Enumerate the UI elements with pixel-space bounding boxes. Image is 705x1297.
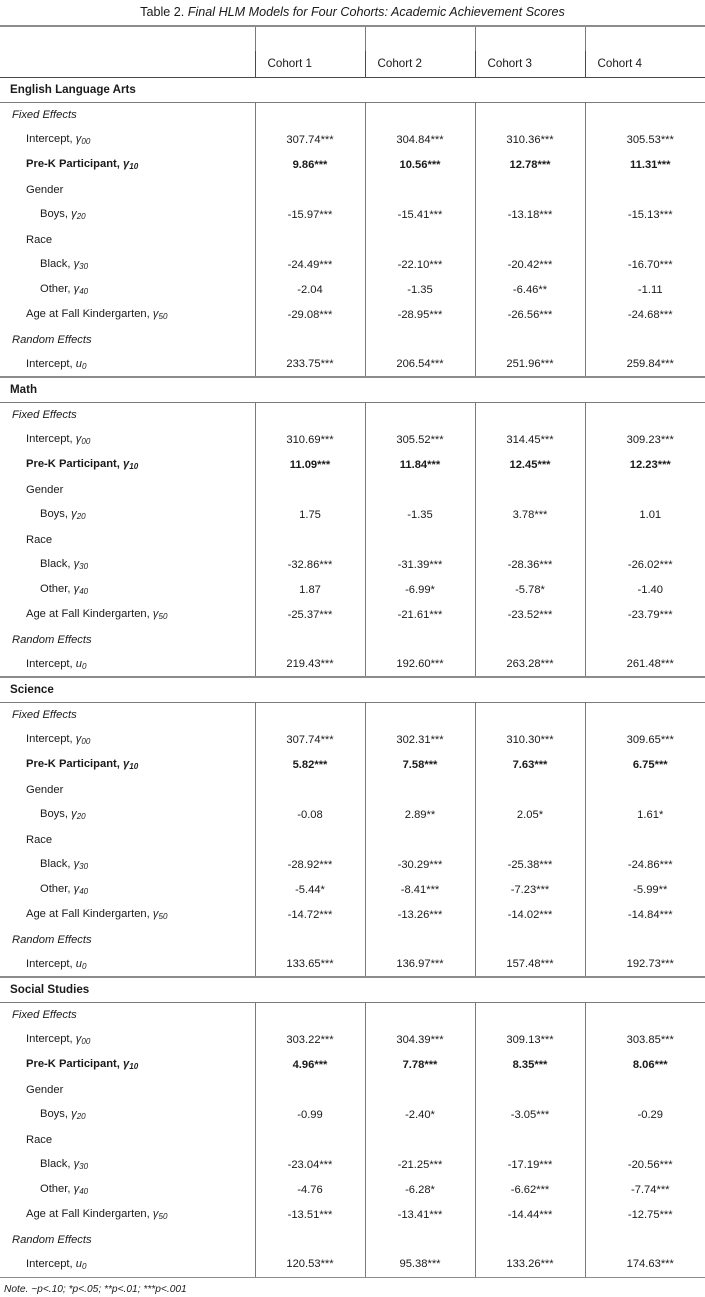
data-cell: -7.74*** [585,1177,705,1202]
data-cell [585,227,705,252]
data-cell: -13.26*** [365,902,475,927]
data-cell [365,627,475,652]
data-cell [475,477,585,502]
data-cell [585,702,705,727]
data-cell: -12.75*** [585,1202,705,1227]
data-cell [475,1127,585,1152]
column-header-row [0,51,705,77]
data-cell [585,1077,705,1102]
data-cell: -3.05*** [475,1102,585,1127]
table-row [0,452,705,477]
row-label: Intercept, $\gamma_{00}$ [26,1033,91,1046]
data-cell [585,527,705,552]
data-cell [585,102,705,127]
row-label: Pre-K Participant, $\gamma_{10}$ [26,758,139,771]
data-cell [475,627,585,652]
table-row [0,427,705,452]
data-cell: 309.13*** [475,1027,585,1052]
table-row [0,1202,705,1227]
row-label: Intercept, $\gamma_{00}$ [26,433,91,446]
data-cell: -30.29*** [365,852,475,877]
data-cell [475,1002,585,1027]
data-cell [255,1127,365,1152]
data-cell [475,102,585,127]
row-label: Fixed Effects [12,1008,77,1021]
data-cell [585,1227,705,1252]
row-label: Age at Fall Kindergarten, $\gamma_{50}$ [26,908,168,921]
data-cell: -28.36*** [475,552,585,577]
table-row [0,1002,705,1027]
note-label: Note. [4,1283,29,1295]
data-cell [585,827,705,852]
table-row [0,727,705,752]
row-label: Pre-K Participant, $\gamma_{10}$ [26,1058,139,1071]
data-cell: 1.01 [585,502,705,527]
table-row [0,1052,705,1077]
data-cell: 310.30*** [475,727,585,752]
data-cell: 4.96*** [255,1052,365,1077]
data-cell: -13.41*** [365,1202,475,1227]
data-cell: -5.99** [585,877,705,902]
data-cell: 309.65*** [585,727,705,752]
data-cell: 303.85*** [585,1027,705,1052]
data-cell [365,927,475,952]
data-cell: 133.65*** [255,952,365,977]
data-cell [475,927,585,952]
data-cell [255,1227,365,1252]
section-header-row [0,77,705,102]
page-title [0,0,705,25]
row-label: Intercept, $u_0$ [0,652,255,677]
data-cell: -24.68*** [585,302,705,327]
table-row [0,902,705,927]
data-cell: 174.63*** [585,1252,705,1277]
data-cell: -0.08 [255,802,365,827]
data-cell [365,477,475,502]
section-title: Math [0,377,255,402]
table-row [0,352,705,377]
data-cell: -1.35 [365,502,475,527]
data-cell: 302.31*** [365,727,475,752]
data-cell [475,327,585,352]
data-cell: -0.29 [585,1102,705,1127]
row-label: Pre-K Participant, $\gamma_{10}$ [26,158,139,171]
row-label: Race [26,833,53,846]
table-row [0,752,705,777]
data-cell: -14.44*** [475,1202,585,1227]
data-cell [365,227,475,252]
data-cell: -6.99* [365,577,475,602]
data-cell: 314.45*** [475,427,585,452]
data-cell [365,1127,475,1152]
table-row [0,202,705,227]
data-cell: 310.36*** [475,127,585,152]
row-label: Pre-K Participant, $\gamma_{10}$ [26,458,139,471]
table-row [0,1102,705,1127]
data-cell [475,227,585,252]
data-cell: -2.04 [255,277,365,302]
table-row [0,227,705,252]
data-cell: 7.58*** [365,752,475,777]
data-cell [255,402,365,427]
table-row [0,777,705,802]
data-cell: 192.73*** [585,952,705,977]
data-cell: 1.87 [255,577,365,602]
row-label: Fixed Effects [12,708,77,721]
data-cell: -6.28* [365,1177,475,1202]
row-label: Black, $\gamma_{30}$ [40,258,89,271]
data-cell [585,927,705,952]
data-cell [255,627,365,652]
table-row [0,1227,705,1252]
row-label: Black, $\gamma_{30}$ [40,858,89,871]
data-cell: -13.18*** [475,202,585,227]
data-cell: -1.35 [365,277,475,302]
column-header-cohort-1: Cohort 1 [255,51,365,77]
table-row [0,502,705,527]
table-row [0,877,705,902]
data-cell: 303.22*** [255,1027,365,1052]
row-label: Intercept, $u_0$ [0,952,255,977]
table-row [0,952,705,977]
data-cell [365,777,475,802]
row-label: Gender [26,483,64,496]
data-cell [365,177,475,202]
row-label: Age at Fall Kindergarten, $\gamma_{50}$ [26,308,168,321]
data-cell [255,477,365,502]
data-cell: 310.69*** [255,427,365,452]
data-cell: 9.86*** [255,152,365,177]
data-cell [365,1002,475,1027]
data-cell: -32.86*** [255,552,365,577]
data-cell: 120.53*** [255,1252,365,1277]
data-cell: -31.39*** [365,552,475,577]
data-cell [585,402,705,427]
data-cell: 309.23*** [585,427,705,452]
data-cell [585,1002,705,1027]
data-cell: 11.84*** [365,452,475,477]
row-label: Random Effects [12,333,92,346]
column-header-label [0,51,255,77]
table-row [0,552,705,577]
data-cell: -6.46** [475,277,585,302]
data-cell: 2.89** [365,802,475,827]
data-cell: -13.51*** [255,1202,365,1227]
data-cell [585,477,705,502]
table-row [0,102,705,127]
data-cell: 7.63*** [475,752,585,777]
row-label: Intercept, $u_0$ [0,1252,255,1277]
data-cell: -28.95*** [365,302,475,327]
table-row [0,702,705,727]
data-cell [475,177,585,202]
data-cell: -15.41*** [365,202,475,227]
table-row [0,252,705,277]
data-cell [255,102,365,127]
data-cell [585,777,705,802]
data-cell: -26.02*** [585,552,705,577]
row-label: Other, $\gamma_{40}$ [40,283,89,296]
data-cell: 206.54*** [365,352,475,377]
table-row [0,602,705,627]
data-cell [255,827,365,852]
table-top-rule [0,26,705,51]
data-cell: -23.79*** [585,602,705,627]
data-cell: 136.97*** [365,952,475,977]
table-row [0,402,705,427]
data-cell: -5.78* [475,577,585,602]
data-cell: 219.43*** [255,652,365,677]
data-cell: -0.99 [255,1102,365,1127]
table-row [0,1252,705,1277]
data-cell [255,1077,365,1102]
table-row [0,327,705,352]
data-cell [365,702,475,727]
row-label: Boys, $\gamma_{20}$ [40,208,86,221]
table-row [0,1152,705,1177]
data-cell: -20.56*** [585,1152,705,1177]
data-cell [475,1077,585,1102]
row-label: Random Effects [12,633,92,646]
table-row [0,827,705,852]
data-cell: 263.28*** [475,652,585,677]
data-cell: -23.04*** [255,1152,365,1177]
data-cell: -25.37*** [255,602,365,627]
row-label: Other, $\gamma_{40}$ [40,583,89,596]
data-cell: 95.38*** [365,1252,475,1277]
row-label: Race [26,533,53,546]
data-cell: 12.78*** [475,152,585,177]
data-cell: 10.56*** [365,152,475,177]
data-cell: -8.41*** [365,877,475,902]
data-cell: 6.75*** [585,752,705,777]
data-cell: 233.75*** [255,352,365,377]
data-cell: -28.92*** [255,852,365,877]
row-label: Random Effects [12,933,92,946]
data-cell: 11.31*** [585,152,705,177]
section-title: English Language Arts [0,77,255,102]
data-cell [585,177,705,202]
data-cell: -14.02*** [475,902,585,927]
data-cell [255,527,365,552]
data-cell: -21.61*** [365,602,475,627]
table-note [0,1278,705,1297]
data-cell [475,827,585,852]
data-cell: 259.84*** [585,352,705,377]
data-cell [475,527,585,552]
table-caption: Final HLM Models for Four Cohorts: Academic Achievement Scores [184,5,565,19]
data-cell [255,702,365,727]
column-header-cohort-3: Cohort 3 [475,51,585,77]
table-row [0,652,705,677]
table-row [0,477,705,502]
data-cell [585,327,705,352]
row-label: Other, $\gamma_{40}$ [40,883,89,896]
row-label: Boys, $\gamma_{20}$ [40,508,86,521]
data-cell: 11.09*** [255,452,365,477]
note-text: ~p<.10; *p<.05; **p<.01; ***p<.001 [31,1283,187,1295]
data-cell [475,402,585,427]
table-row [0,577,705,602]
data-cell: -23.52*** [475,602,585,627]
data-cell: -7.23*** [475,877,585,902]
data-cell: -1.11 [585,277,705,302]
table-row [0,1127,705,1152]
data-cell [255,327,365,352]
data-cell [365,827,475,852]
data-cell: -16.70*** [585,252,705,277]
data-cell: 251.96*** [475,352,585,377]
table-row [0,927,705,952]
data-cell: -24.49*** [255,252,365,277]
column-header-cohort-4: Cohort 4 [585,51,705,77]
data-cell [585,1127,705,1152]
data-cell: 307.74*** [255,727,365,752]
table-row [0,527,705,552]
data-cell: 5.82*** [255,752,365,777]
table-row [0,277,705,302]
table-row [0,127,705,152]
table-row [0,1027,705,1052]
data-cell: -15.97*** [255,202,365,227]
row-label: Gender [26,1083,64,1096]
row-label: Intercept, $u_0$ [0,352,255,377]
data-cell [475,702,585,727]
data-cell [365,327,475,352]
data-cell [255,227,365,252]
data-cell [255,1002,365,1027]
data-cell: 305.53*** [585,127,705,152]
data-cell: -25.38*** [475,852,585,877]
data-cell: -5.44* [255,877,365,902]
data-cell: -1.40 [585,577,705,602]
data-cell: 261.48*** [585,652,705,677]
row-label: Boys, $\gamma_{20}$ [40,1108,86,1121]
data-cell [475,1227,585,1252]
row-label: Race [26,233,53,246]
table-row [0,627,705,652]
data-cell: 7.78*** [365,1052,475,1077]
section-title: Social Studies [0,977,255,1002]
row-label: Other, $\gamma_{40}$ [40,1183,89,1196]
row-label: Black, $\gamma_{30}$ [40,558,89,571]
data-cell [585,627,705,652]
data-cell: -17.19*** [475,1152,585,1177]
data-cell: 1.61* [585,802,705,827]
data-cell: 1.75 [255,502,365,527]
table-row [0,1077,705,1102]
section-title: Science [0,677,255,702]
row-label: Black, $\gamma_{30}$ [40,1158,89,1171]
data-cell: -15.13*** [585,202,705,227]
table-row [0,802,705,827]
data-cell [365,102,475,127]
column-header-cohort-2: Cohort 2 [365,51,475,77]
data-cell: 8.06*** [585,1052,705,1077]
data-cell: -4.76 [255,1177,365,1202]
data-cell: -14.84*** [585,902,705,927]
data-cell: 304.84*** [365,127,475,152]
row-label: Fixed Effects [12,108,77,121]
row-label: Boys, $\gamma_{20}$ [40,808,86,821]
data-cell: -2.40* [365,1102,475,1127]
data-cell [255,927,365,952]
section-header-row [0,977,705,1002]
data-cell: 8.35*** [475,1052,585,1077]
section-header-row [0,377,705,402]
data-cell: -24.86*** [585,852,705,877]
data-cell [365,527,475,552]
data-cell [365,1077,475,1102]
row-label: Intercept, $\gamma_{00}$ [26,733,91,746]
data-cell [475,777,585,802]
data-cell: 12.45*** [475,452,585,477]
data-cell: -21.25*** [365,1152,475,1177]
data-cell: 192.60*** [365,652,475,677]
row-label: Random Effects [12,1233,92,1246]
data-cell: -14.72*** [255,902,365,927]
data-cell: -26.56*** [475,302,585,327]
data-cell: 307.74*** [255,127,365,152]
row-label: Age at Fall Kindergarten, $\gamma_{50}$ [26,608,168,621]
section-header-row [0,677,705,702]
data-cell: 2.05* [475,802,585,827]
row-label: Age at Fall Kindergarten, $\gamma_{50}$ [26,1208,168,1221]
data-cell [365,1227,475,1252]
hlm-results-table [0,25,705,1278]
table-row [0,302,705,327]
table-row [0,852,705,877]
table-body [0,26,705,1277]
table-row [0,152,705,177]
row-label: Fixed Effects [12,408,77,421]
data-cell [255,177,365,202]
table-row [0,177,705,202]
row-label: Race [26,1133,53,1146]
data-cell: 133.26*** [475,1252,585,1277]
data-cell [365,402,475,427]
data-cell: 3.78*** [475,502,585,527]
row-label: Gender [26,183,64,196]
data-cell: -20.42*** [475,252,585,277]
row-label: Gender [26,783,64,796]
data-cell: 157.48*** [475,952,585,977]
data-cell: -6.62*** [475,1177,585,1202]
data-cell: 12.23*** [585,452,705,477]
data-cell: 304.39*** [365,1027,475,1052]
data-cell: -22.10*** [365,252,475,277]
table-number: Table 2. [140,5,185,19]
data-cell: 305.52*** [365,427,475,452]
data-cell: -29.08*** [255,302,365,327]
table-row [0,1177,705,1202]
data-cell [255,777,365,802]
row-label: Intercept, $\gamma_{00}$ [26,133,91,146]
